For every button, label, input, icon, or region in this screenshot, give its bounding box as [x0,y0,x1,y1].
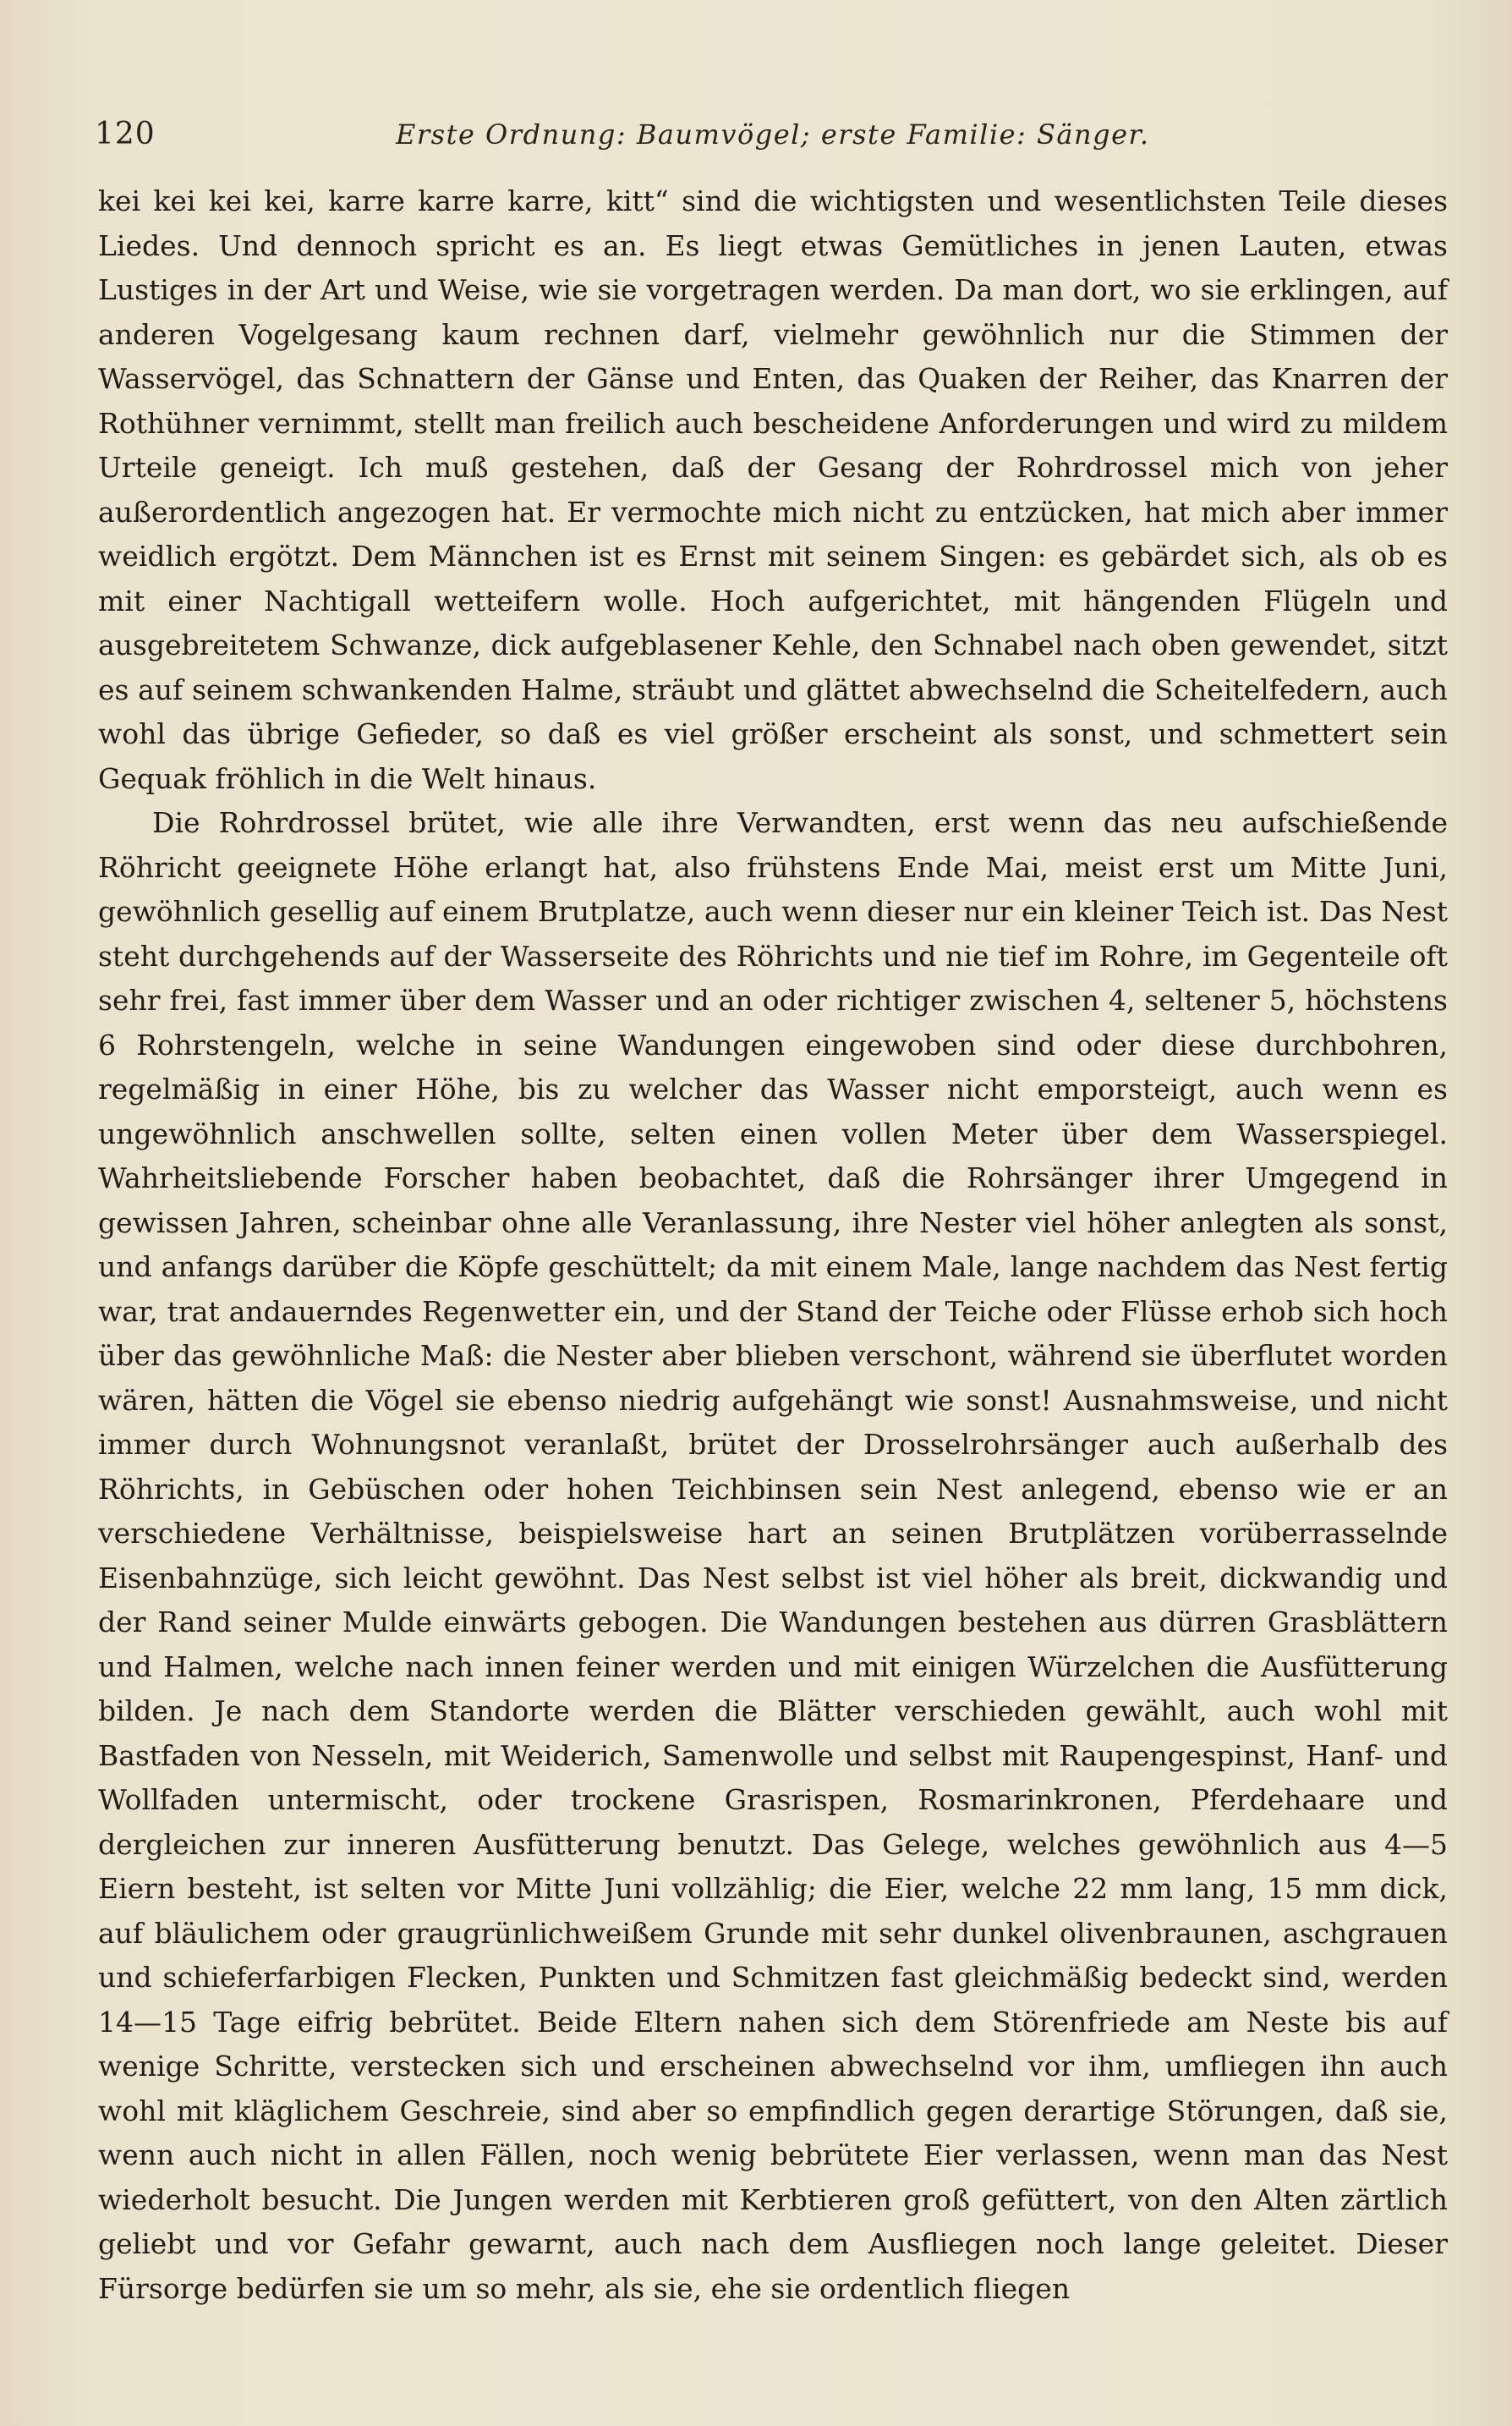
body-text [98,179,1448,2311]
page-number: 120 [95,117,156,151]
page-header [95,117,1448,161]
paragraph-continuation: kei kei kei kei, karre karre karre, kitt“ sind die wichtigsten und wesentlichsten Teile dieses Liedes. Und dennoch spricht es an. Es liegt etwas Gemütliches in jenen Lauten, etwas Lustiges in der Art und Weise, wie sie vorgetragen werden. Da man dort, wo sie erklingen, auf anderen Vogelgesang kaum rechnen darf, vielmehr gewöhnlich nur die Stimmen der Wasservögel, das Schnattern der Gänse und Enten, das Quaken der Reiher, das Knarren der Rothühner vernimmt, stellt man freilich auch bescheidene Anforderungen und wird zu mildem Urteile geneigt. Ich muß gestehen, daß der Gesang der Rohrdrossel mich von jeher außerordentlich angezogen hat. Er vermochte mich nicht zu entzücken, hat mich aber immer weidlich ergötzt. Dem Männchen ist es Ernst mit seinem Singen: es gebärdet sich, als ob es mit einer Nachtigall wetteifern wolle. Hoch aufgerichtet, mit hängenden Flügeln und ausgebreitetem Schwanze, dick aufgeblasener Kehle, den Schnabel nach oben gewendet, sitzt es auf seinem schwankenden Halme, sträubt und glättet abwechselnd die Scheitelfedern, auch wohl das übrige Gefieder, so daß es viel größer erscheint als sonst, und schmettert sein Gequak fröhlich in die Welt hinaus. [98,184,1448,795]
paragraph-nesting: Die Rohrdrossel brütet, wie alle ihre Verwandten, erst wenn das neu aufschießende Röhricht geeignete Höhe erlangt hat, also frühstens Ende Mai, meist erst um Mitte Juni, gewöhnlich gesellig auf einem Brutplatze, auch wenn dieser nur ein kleiner Teich ist. Das Nest steht durchgehends auf der Wasserseite des Röhrichts und nie tief im Rohre, im Gegenteile oft sehr frei, fast immer über dem Wasser und an oder richtiger zwischen 4, seltener 5, höchstens 6 Rohrstengeln, welche in seine Wandungen eingewoben sind oder diese durchbohren, regelmäßig in einer Höhe, bis zu welcher das Wasser nicht emporsteigt, auch wenn es ungewöhnlich anschwellen sollte, selten einen vollen Meter über dem Wasserspiegel. Wahrheitsliebende Forscher haben beobachtet, daß die Rohrsänger ihrer Umgegend in gewissen Jahren, scheinbar ohne alle Veranlassung, ihre Nester viel höher anlegten als sonst, und anfangs darüber die Köpfe geschüttelt; da mit einem Male, lange nachdem das Nest fertig war, trat andauerndes Regenwetter ein, und der Stand der Teiche oder Flüsse erhob sich hoch über das gewöhnliche Maß: die Nester aber blieben verschont, während sie überflutet worden wären, hätten die Vögel sie ebenso niedrig aufgehängt wie sonst! Ausnahmsweise, und nicht immer durch Wohnungsnot veranlaßt, brütet der Drosselrohrsänger auch außerhalb des Röhrichts, in Gebüschen oder hohen Teichbinsen sein Nest anlegend, ebenso wie er an verschiedene Verhältnisse, beispielsweise hart an seinen Brutplätzen vorüberrasselnde Eisenbahnzüge, sich leicht gewöhnt. Das Nest selbst ist viel höher als breit, dickwandig und der Rand seiner Mulde einwärts gebogen. Die Wandungen bestehen aus dürren Grasblättern und Halmen, welche nach innen feiner werden und mit einigen Würzelchen die Ausfütterung bilden. Je nach dem Standorte werden die Blätter verschieden gewählt, auch wohl mit Bastfaden von Nesseln, mit Weiderich, Samenwolle und selbst mit Raupengespinst, Hanf- und Wollfaden untermischt, oder trockene Grasrispen, Rosmarinkronen, Pferdehaare und dergleichen zur inneren Ausfütterung benutzt. Das Gelege, welches gewöhnlich aus 4—5 Eiern besteht, ist selten vor Mitte Juni vollzählig; die Eier, welche 22 mm lang, 15 mm dick, auf bläulichem oder graugrünlichweißem Grunde mit sehr dunkel olivenbraunen, aschgrauen und schieferfarbigen Flecken, Punkten und Schmitzen fast gleichmäßig bedeckt sind, werden 14—15 Tage eifrig bebrütet. Beide Eltern nahen sich dem Störenfriede am Neste bis auf wenige Schritte, verstecken sich und erscheinen abwechselnd vor ihm, umfliegen ihn auch wohl mit kläglichem Geschreie, sind aber so empfindlich gegen derartige Störungen, daß sie, wenn auch nicht in allen Fällen, noch wenig bebrütete Eier verlassen, wenn man das Nest wiederholt besucht. Die Jungen werden mit Kerbtieren groß gefüttert, von den Alten zärtlich geliebt und vor Gefahr gewarnt, auch nach dem Ausfliegen noch lange geleitet. Dieser Fürsorge bedürfen sie um so mehr, als sie, ehe sie ordentlich fliegen [98,806,1448,2305]
running-head: Erste Ordnung: Baumvögel; erste Familie: Sänger. [396,118,1150,151]
